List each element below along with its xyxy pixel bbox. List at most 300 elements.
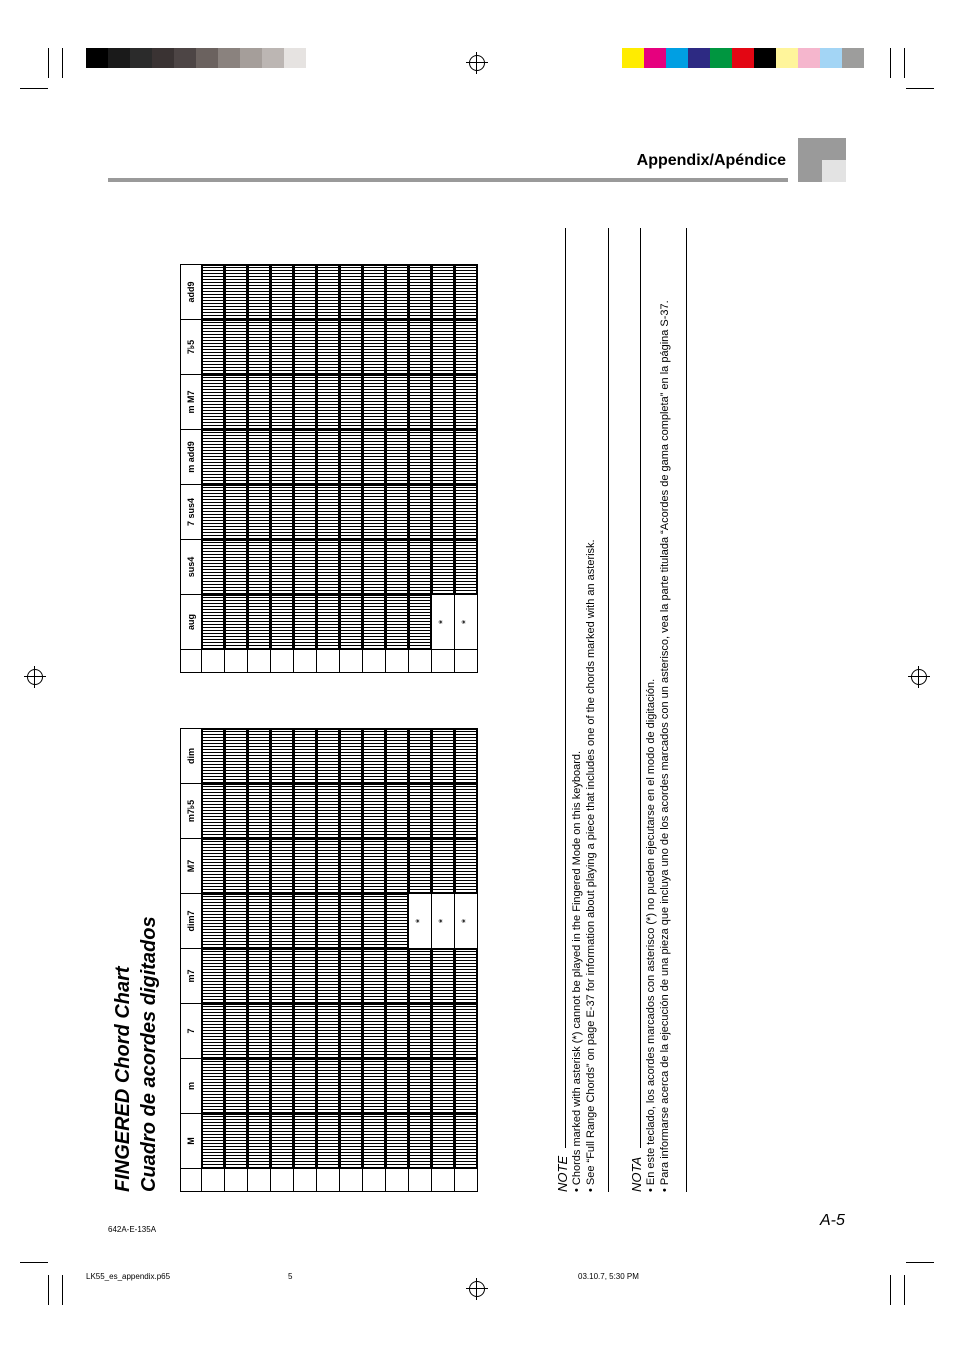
table-row (294, 265, 317, 673)
keyboard-diagram-icon (317, 1114, 339, 1168)
keyboard-diagram (363, 430, 386, 485)
keyboard-diagram-icon (363, 1114, 385, 1168)
keyboard-diagram-icon (455, 320, 477, 374)
table-row (363, 729, 386, 1192)
keyboard-diagram (271, 894, 294, 949)
keyboard-diagram (294, 320, 317, 375)
keyboard-diagram-icon (317, 839, 339, 893)
footer-timestamp: 03.10.7, 5:30 PM (578, 1272, 639, 1281)
keyboard-diagram (340, 485, 363, 540)
keyboard-diagram (225, 320, 248, 375)
keyboard-diagram (248, 839, 271, 894)
keyboard-diagram (202, 430, 225, 485)
gray-color-bar (86, 48, 328, 68)
color-swatch (732, 48, 754, 68)
color-swatch (306, 48, 328, 68)
keyboard-diagram-icon (225, 839, 247, 893)
keyboard-diagram-icon (409, 430, 431, 484)
keyboard-diagram-icon (225, 320, 247, 374)
keyboard-diagram (225, 265, 248, 320)
keyboard-diagram-icon (202, 265, 224, 319)
keyboard-diagram-icon (317, 1059, 339, 1113)
keyboard-diagram (225, 729, 248, 784)
keyboard-diagram-icon (248, 1059, 270, 1113)
keyboard-diagram (294, 375, 317, 430)
row-label-cell (340, 1169, 363, 1192)
chord-chart-left (180, 684, 478, 1192)
keyboard-diagram-icon (340, 1004, 362, 1058)
keyboard-diagram (409, 595, 432, 650)
keyboard-diagram-icon (317, 430, 339, 484)
keyboard-diagram-icon (386, 540, 408, 594)
keyboard-diagram-icon (317, 375, 339, 429)
keyboard-diagram (363, 729, 386, 784)
keyboard-diagram-icon (340, 949, 362, 1003)
keyboard-diagram-icon (455, 949, 477, 1003)
keyboard-diagram (386, 430, 409, 485)
keyboard-diagram-icon (340, 485, 362, 539)
row-label-cell (363, 650, 386, 673)
keyboard-diagram-icon (340, 839, 362, 893)
asterisk-cell: * (455, 894, 478, 949)
keyboard-diagram (386, 1059, 409, 1114)
keyboard-diagram (363, 1004, 386, 1059)
keyboard-diagram-icon (386, 430, 408, 484)
keyboard-diagram (248, 1114, 271, 1169)
keyboard-diagram (455, 265, 478, 320)
keyboard-diagram-icon (363, 265, 385, 319)
keyboard-diagram (248, 894, 271, 949)
keyboard-diagram (455, 949, 478, 1004)
keyboard-diagram-icon (202, 485, 224, 539)
row-label-cell (225, 650, 248, 673)
keyboard-diagram (363, 320, 386, 375)
row-label-cell (202, 650, 225, 673)
row-label-cell (271, 650, 294, 673)
keyboard-diagram (317, 375, 340, 430)
keyboard-diagram-icon (225, 595, 247, 649)
keyboard-diagram (202, 839, 225, 894)
keyboard-diagram (386, 595, 409, 650)
keyboard-diagram-icon (363, 540, 385, 594)
keyboard-diagram (202, 265, 225, 320)
table-row (225, 265, 248, 673)
keyboard-diagram-icon (340, 265, 362, 319)
keyboard-diagram (248, 375, 271, 430)
registration-mark-icon (466, 1278, 488, 1300)
keyboard-diagram-icon (248, 784, 270, 838)
keyboard-diagram (294, 729, 317, 784)
column-header: dim (181, 729, 202, 784)
keyboard-diagram (340, 430, 363, 485)
keyboard-diagram-icon (294, 784, 316, 838)
table-row (294, 729, 317, 1192)
keyboard-diagram (248, 485, 271, 540)
table-row (409, 729, 432, 1192)
column-header: m7 (181, 949, 202, 1004)
keyboard-diagram-icon (202, 595, 224, 649)
keyboard-diagram-icon (340, 595, 362, 649)
keyboard-diagram (386, 320, 409, 375)
nota-block (630, 300, 672, 1192)
keyboard-diagram (202, 375, 225, 430)
table-row (432, 265, 455, 673)
keyboard-diagram (340, 540, 363, 595)
note-rule (608, 228, 609, 1192)
table-row (202, 265, 225, 673)
table-row (340, 265, 363, 673)
keyboard-diagram-icon (294, 1114, 316, 1168)
keyboard-diagram-icon (386, 784, 408, 838)
keyboard-diagram (202, 485, 225, 540)
keyboard-diagram-icon (340, 540, 362, 594)
keyboard-diagram-icon (363, 485, 385, 539)
keyboard-diagram-icon (363, 894, 385, 948)
keyboard-diagram-icon (294, 485, 316, 539)
keyboard-diagram-icon (294, 320, 316, 374)
keyboard-diagram-icon (271, 540, 293, 594)
keyboard-diagram-icon (386, 839, 408, 893)
row-label-cell (294, 650, 317, 673)
keyboard-diagram-icon (340, 894, 362, 948)
keyboard-diagram-icon (386, 949, 408, 1003)
keyboard-diagram (455, 1059, 478, 1114)
keyboard-diagram (225, 1004, 248, 1059)
keyboard-diagram (294, 1004, 317, 1059)
row-label-cell (294, 1169, 317, 1192)
keyboard-diagram (340, 595, 363, 650)
color-swatch (644, 48, 666, 68)
keyboard-diagram-icon (294, 430, 316, 484)
keyboard-diagram-icon (225, 540, 247, 594)
keyboard-diagram-icon (248, 375, 270, 429)
row-label-cell (409, 650, 432, 673)
keyboard-diagram (271, 540, 294, 595)
keyboard-diagram-icon (294, 1059, 316, 1113)
keyboard-diagram-icon (294, 839, 316, 893)
keyboard-diagram-icon (317, 784, 339, 838)
nota-title: NOTA (629, 1156, 644, 1192)
keyboard-diagram-icon (202, 1059, 224, 1113)
keyboard-diagram (248, 784, 271, 839)
keyboard-diagram (317, 949, 340, 1004)
keyboard-diagram (271, 485, 294, 540)
keyboard-diagram-icon (225, 1059, 247, 1113)
row-label-cell (225, 1169, 248, 1192)
keyboard-diagram-icon (202, 894, 224, 948)
note-item: • See “Full Range Chords” on page E-37 for information about playing a piece that includes one of the chords marked with an asterisk. (585, 539, 597, 1192)
keyboard-diagram-icon (340, 320, 362, 374)
keyboard-diagram (202, 784, 225, 839)
color-swatch (622, 48, 644, 68)
keyboard-diagram (317, 839, 340, 894)
row-label-cell (432, 650, 455, 673)
keyboard-diagram-icon (409, 320, 431, 374)
keyboard-diagram (317, 320, 340, 375)
keyboard-diagram (271, 595, 294, 650)
keyboard-diagram (455, 1004, 478, 1059)
color-swatch (174, 48, 196, 68)
keyboard-diagram (363, 1059, 386, 1114)
keyboard-diagram-icon (317, 320, 339, 374)
keyboard-diagram-icon (455, 784, 477, 838)
keyboard-diagram-icon (271, 784, 293, 838)
table-row (225, 729, 248, 1192)
keyboard-diagram (455, 485, 478, 540)
page-number: A-5 (820, 1212, 845, 1229)
keyboard-diagram (271, 430, 294, 485)
note-block (556, 539, 598, 1192)
keyboard-diagram (409, 1004, 432, 1059)
keyboard-diagram-icon (432, 839, 454, 893)
color-swatch (284, 48, 306, 68)
keyboard-diagram (363, 540, 386, 595)
table-row (455, 729, 478, 1192)
keyboard-diagram-icon (432, 485, 454, 539)
crop-mark (62, 1275, 63, 1305)
keyboard-diagram-icon (409, 784, 431, 838)
keyboard-diagram (386, 894, 409, 949)
keyboard-diagram (409, 784, 432, 839)
row-label-cell (432, 1169, 455, 1192)
column-header: aug (181, 595, 202, 650)
table-row (455, 265, 478, 673)
keyboard-diagram-icon (271, 430, 293, 484)
keyboard-diagram-icon (271, 839, 293, 893)
keyboard-diagram (271, 320, 294, 375)
keyboard-diagram-icon (202, 540, 224, 594)
keyboard-diagram (225, 784, 248, 839)
keyboard-diagram (271, 1004, 294, 1059)
column-header: m7♭5 (181, 784, 202, 839)
keyboard-diagram-icon (363, 430, 385, 484)
keyboard-diagram (340, 784, 363, 839)
keyboard-diagram (202, 949, 225, 1004)
color-swatch (262, 48, 284, 68)
keyboard-diagram-icon (432, 1004, 454, 1058)
keyboard-diagram-icon (317, 729, 339, 783)
keyboard-diagram-icon (294, 729, 316, 783)
crop-mark (20, 1262, 48, 1263)
keyboard-diagram (202, 729, 225, 784)
keyboard-diagram (317, 485, 340, 540)
footer-page: 5 (288, 1272, 293, 1281)
keyboard-diagram-icon (455, 729, 477, 783)
keyboard-diagram (317, 1114, 340, 1169)
keyboard-diagram (225, 894, 248, 949)
keyboard-diagram-icon (225, 729, 247, 783)
chord-chart-right (180, 227, 478, 673)
keyboard-diagram (340, 839, 363, 894)
table-row (363, 265, 386, 673)
keyboard-diagram-icon (432, 729, 454, 783)
column-header: m add9 (181, 430, 202, 485)
keyboard-diagram (409, 540, 432, 595)
color-swatch (820, 48, 842, 68)
keyboard-diagram-icon (317, 1004, 339, 1058)
keyboard-diagram-icon (271, 894, 293, 948)
keyboard-diagram-icon (317, 894, 339, 948)
keyboard-diagram (363, 1114, 386, 1169)
keyboard-diagram-icon (294, 894, 316, 948)
keyboard-diagram-icon (248, 894, 270, 948)
table-row (202, 729, 225, 1192)
page-title (110, 892, 162, 1192)
keyboard-diagram (409, 729, 432, 784)
keyboard-diagram (294, 839, 317, 894)
keyboard-diagram (271, 375, 294, 430)
color-swatch (754, 48, 776, 68)
keyboard-diagram (225, 1114, 248, 1169)
keyboard-diagram (317, 784, 340, 839)
color-swatch (240, 48, 262, 68)
keyboard-diagram-icon (202, 784, 224, 838)
keyboard-diagram-icon (363, 1004, 385, 1058)
crop-mark (48, 48, 49, 78)
keyboard-diagram (248, 949, 271, 1004)
color-swatch (218, 48, 240, 68)
table-row (317, 265, 340, 673)
color-swatch (196, 48, 218, 68)
row-label-cell (317, 650, 340, 673)
keyboard-diagram-icon (455, 265, 477, 319)
keyboard-diagram-icon (455, 1114, 477, 1168)
keyboard-diagram (432, 949, 455, 1004)
keyboard-diagram (363, 375, 386, 430)
table-row (386, 265, 409, 673)
column-header: m M7 (181, 375, 202, 430)
table-row (340, 729, 363, 1192)
keyboard-diagram-icon (271, 595, 293, 649)
crop-mark (906, 1262, 934, 1263)
column-header: 7♭5 (181, 320, 202, 375)
crop-mark (20, 88, 48, 89)
keyboard-diagram-icon (386, 595, 408, 649)
keyboard-diagram (432, 729, 455, 784)
keyboard-diagram (225, 1059, 248, 1114)
keyboard-diagram (432, 430, 455, 485)
keyboard-diagram (271, 839, 294, 894)
keyboard-diagram-icon (225, 1004, 247, 1058)
keyboard-diagram (386, 1114, 409, 1169)
column-header: 7 sus4 (181, 485, 202, 540)
keyboard-diagram-icon (225, 894, 247, 948)
keyboard-diagram-icon (386, 729, 408, 783)
keyboard-diagram-icon (363, 375, 385, 429)
keyboard-diagram-icon (409, 540, 431, 594)
keyboard-diagram-icon (225, 375, 247, 429)
keyboard-diagram (294, 265, 317, 320)
crop-mark (48, 1275, 49, 1305)
keyboard-diagram (202, 595, 225, 650)
keyboard-diagram-icon (409, 375, 431, 429)
keyboard-diagram-icon (386, 894, 408, 948)
keyboard-diagram-icon (409, 265, 431, 319)
keyboard-diagram-icon (455, 839, 477, 893)
row-label-cell (248, 1169, 271, 1192)
keyboard-diagram (386, 784, 409, 839)
keyboard-diagram-icon (317, 265, 339, 319)
keyboard-diagram (409, 949, 432, 1004)
color-swatch (688, 48, 710, 68)
keyboard-diagram (432, 485, 455, 540)
keyboard-diagram-icon (202, 1004, 224, 1058)
keyboard-diagram (225, 949, 248, 1004)
keyboard-diagram-icon (317, 485, 339, 539)
keyboard-diagram-icon (294, 265, 316, 319)
keyboard-diagram-icon (340, 375, 362, 429)
keyboard-diagram-icon (432, 949, 454, 1003)
keyboard-diagram (363, 894, 386, 949)
keyboard-diagram-icon (294, 595, 316, 649)
keyboard-diagram (340, 1114, 363, 1169)
keyboard-diagram (432, 265, 455, 320)
keyboard-diagram (294, 595, 317, 650)
keyboard-diagram (340, 949, 363, 1004)
keyboard-diagram (455, 320, 478, 375)
keyboard-diagram-icon (202, 375, 224, 429)
keyboard-diagram-icon (386, 265, 408, 319)
keyboard-diagram (455, 375, 478, 430)
keyboard-diagram-icon (248, 839, 270, 893)
column-header: dim7 (181, 894, 202, 949)
registration-mark-icon (908, 666, 930, 688)
keyboard-diagram (317, 729, 340, 784)
keyboard-diagram-icon (386, 1114, 408, 1168)
keyboard-diagram-icon (363, 1059, 385, 1113)
keyboard-diagram (294, 1114, 317, 1169)
keyboard-diagram (271, 265, 294, 320)
keyboard-diagram-icon (432, 375, 454, 429)
table-row (432, 729, 455, 1192)
keyboard-diagram-icon (248, 320, 270, 374)
keyboard-diagram (225, 839, 248, 894)
keyboard-diagram (294, 784, 317, 839)
keyboard-diagram-icon (455, 1059, 477, 1113)
keyboard-diagram (363, 265, 386, 320)
keyboard-diagram-icon (248, 485, 270, 539)
keyboard-diagram (409, 1059, 432, 1114)
keyboard-diagram-icon (225, 949, 247, 1003)
keyboard-diagram-icon (271, 265, 293, 319)
keyboard-diagram (202, 894, 225, 949)
color-swatch (798, 48, 820, 68)
keyboard-diagram (340, 1004, 363, 1059)
keyboard-diagram-icon (363, 949, 385, 1003)
keyboard-diagram-icon (248, 540, 270, 594)
keyboard-diagram-icon (248, 595, 270, 649)
keyboard-diagram-icon (386, 1059, 408, 1113)
keyboard-diagram (386, 540, 409, 595)
keyboard-diagram (271, 784, 294, 839)
keyboard-diagram (432, 1059, 455, 1114)
keyboard-diagram (340, 375, 363, 430)
keyboard-diagram (225, 485, 248, 540)
keyboard-diagram (317, 430, 340, 485)
keyboard-diagram-icon (386, 1004, 408, 1058)
keyboard-diagram (271, 1059, 294, 1114)
keyboard-diagram-icon (432, 320, 454, 374)
keyboard-diagram (455, 540, 478, 595)
keyboard-diagram (248, 430, 271, 485)
column-header: add9 (181, 265, 202, 320)
keyboard-diagram (386, 375, 409, 430)
asterisk-cell: * (432, 894, 455, 949)
process-color-bar (622, 48, 864, 68)
keyboard-diagram-icon (294, 540, 316, 594)
keyboard-diagram (248, 1004, 271, 1059)
document-code: 642A-E-135A (108, 1225, 157, 1234)
